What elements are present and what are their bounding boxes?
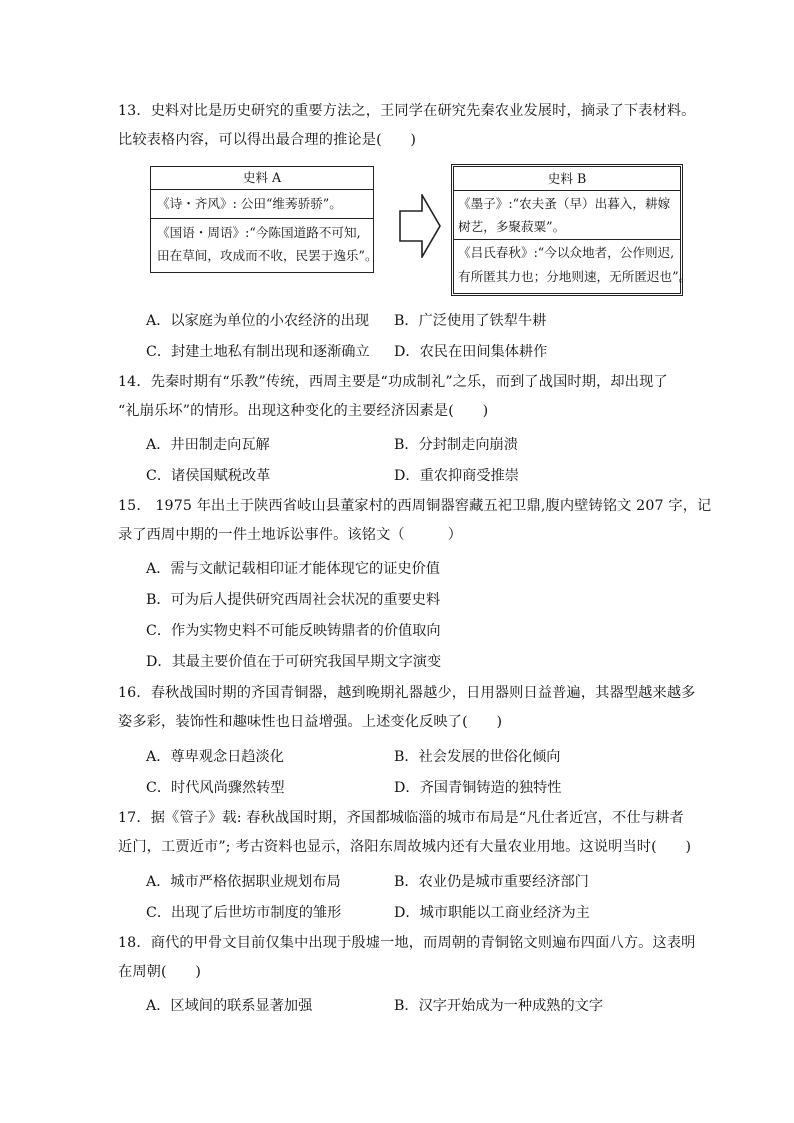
question-18-stem: [118, 929, 696, 987]
question-17-option-a[interactable]: A．城市严格依据职业规划布局: [146, 874, 341, 890]
source-b-row-2-line-2: 有所匿其力也；分地则速，无所匿迟也”。: [458, 269, 692, 284]
question-15-stem: [118, 492, 712, 550]
question-18-option-b[interactable]: B．汉字开始成为一种成熟的文字: [394, 998, 604, 1014]
question-17-stem: [118, 804, 692, 862]
question-17-option-d[interactable]: D．城市职能以工商业经济为主: [394, 905, 590, 921]
question-14-option-c[interactable]: C．诸侯国赋税改革: [146, 468, 271, 484]
question-13-option-c[interactable]: C．封建土地私有制出现和逐渐确立: [146, 344, 370, 360]
question-17-line-2: 近门，工贾近市”; 考古资料也显示，洛阳东周故城内还有大量农业用地。这说明当时( ): [118, 839, 692, 855]
question-17-line-1: 17．据《管子》载: 春秋战国时期，齐国都城临淄的城市布局是“凡仕者近宫，不仕与耕者: [118, 810, 684, 826]
source-a-row-2: [151, 219, 378, 269]
question-15-line-2: 录了西周中期的一件土地诉讼事件。该铭文（ ）: [118, 527, 463, 543]
source-b-table: [451, 164, 692, 296]
right-arrow-icon: [399, 194, 441, 258]
source-b-header: 史料 B: [454, 167, 680, 191]
source-a-row-2-line-1: 《国语・周语》:“今陈国道路不可知,: [157, 225, 361, 240]
source-a-header: 史料 A: [151, 167, 373, 190]
question-17-option-b[interactable]: B．农业仍是城市重要经济部门: [394, 874, 589, 890]
question-18-line-1: 18．商代的甲骨文目前仅集中出现于殷墟一地，而周朝的青铜铭文则遍布四面八方。这表明: [118, 935, 696, 951]
question-15-option-b[interactable]: B．可为后人提供研究西周社会状况的重要史料: [146, 592, 441, 608]
source-a-row-1: 《诗・齐风》: 公田“维莠骄骄”。: [151, 190, 373, 219]
question-18-option-a[interactable]: A．区域间的联系显著加强: [146, 998, 313, 1014]
question-13-line-1: 13．史料对比是历史研究的重要方法之，王同学在研究先秦农业发展时，摘录了下表材料。: [118, 103, 696, 119]
question-13-option-d[interactable]: D．农民在田间集体耕作: [394, 344, 548, 360]
question-16-stem: [118, 679, 696, 737]
question-18-line-2: 在周朝( ): [118, 964, 202, 980]
source-b-row-2: [454, 240, 692, 290]
question-16-option-d[interactable]: D．齐国青铜铸造的独特性: [394, 780, 562, 796]
question-16-option-c[interactable]: C．时代风尚骤然转型: [146, 780, 285, 796]
question-13-option-b[interactable]: B．广泛使用了铁犁牛耕: [394, 313, 547, 329]
question-16-line-1: 16．春秋战国时期的齐国青铜器，越到晚期礼器越少，日用器则日益普遍，其器型越来越多: [118, 685, 696, 701]
question-15-option-a[interactable]: A．需与文献记载相印证才能体现它的证史价值: [146, 561, 440, 577]
question-13-stem: [118, 97, 696, 155]
source-b-row-2-line-1: 《吕氏春秋》:“今以众地者，公作则迟,: [458, 245, 675, 260]
source-b-row-1: [454, 191, 680, 240]
question-14-option-d[interactable]: D．重农抑商受推崇: [394, 468, 519, 484]
question-16-option-a[interactable]: A．尊卑观念日趋淡化: [146, 749, 284, 765]
question-14-option-b[interactable]: B．分封制走向崩溃: [394, 437, 518, 453]
question-15-option-d[interactable]: D．其最主要价值在于可研究我国早期文字演变: [146, 654, 442, 670]
question-14-option-a[interactable]: A．井田制走向瓦解: [146, 437, 270, 453]
source-b-row-1-line-1: 《墨子》:“农夫蚤（早）出暮入，耕嫁: [458, 196, 671, 211]
question-17-option-c[interactable]: C．出现了后世坊市制度的雏形: [146, 905, 342, 921]
question-14-stem: [118, 368, 678, 426]
question-16-option-b[interactable]: B．社会发展的世俗化倾向: [394, 749, 561, 765]
source-a-row-2-line-2: 田在草间，攻成而不收，民罢于逸乐”。: [157, 248, 378, 263]
question-13-line-2: 比较表格内容，可以得出最合理的推论是( ): [118, 132, 417, 148]
question-15-option-c[interactable]: C．作为实物史料不可能反映铸鼎者的价值取向: [146, 623, 441, 639]
question-14-line-1: 14．先秦时期有“乐教”传统，西周主要是“功成制礼”之乐，而到了战国时期，却出现了: [118, 374, 668, 390]
question-14-line-2: “礼崩乐坏”的情形。出现这种变化的主要经济因素是( ): [118, 403, 489, 419]
question-13-option-a[interactable]: A．以家庭为单位的小农经济的出现: [146, 313, 370, 329]
question-16-line-2: 姿多彩，装饰性和趣味性也日益增强。上述变化反映了( ): [118, 714, 503, 730]
source-b-row-1-line-2: 树艺，多聚菽粟”。: [458, 219, 566, 234]
question-15-line-1: 15． 1975 年出土于陕西省岐山县董家村的西周铜器窖藏五祀卫鼎,腹内壁铸铭文 207 字，记: [118, 498, 712, 514]
source-a-table: [150, 166, 378, 273]
